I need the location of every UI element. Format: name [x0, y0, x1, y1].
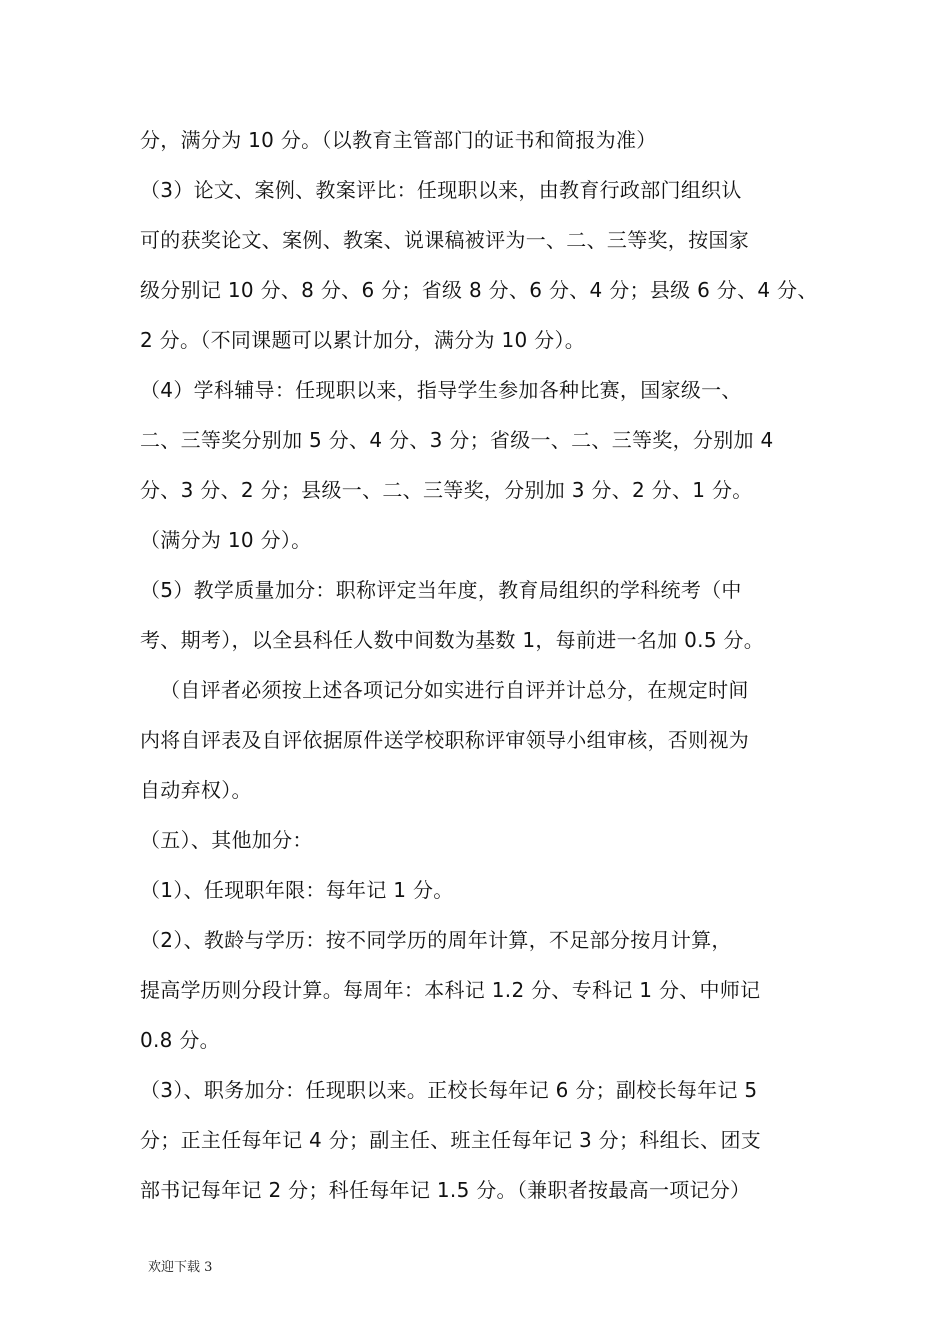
text-line: （5）教学质量加分：职称评定当年度，教育局组织的学科统考（中 [140, 578, 742, 602]
text-line: 级分别记 10 分、8 分、6 分；省级 8 分、6 分、4 分；县级 6 分、4 分、 [140, 278, 818, 302]
text-line: 提高学历则分段计算。每周年：本科记 1.2 分、专科记 1 分、中师记 [140, 978, 761, 1002]
text-line: （3）、职务加分：任现职以来。正校长每年记 6 分；副校长每年记 5 [140, 1078, 758, 1102]
text-line: （五）、其他加分： [140, 828, 313, 852]
text-line: （1）、任现职年限：每年记 1 分。 [140, 878, 454, 902]
text-line: 可的获奖论文、案例、教案、说课稿被评为一、二、三等奖，按国家 [140, 228, 749, 252]
text-line: （满分为 10 分）。 [140, 528, 312, 552]
text-line: 自动弃权）。 [140, 778, 252, 802]
text-line: 分，满分为 10 分。（以教育主管部门的证书和简报为准） [140, 128, 657, 152]
text-line: （4）学科辅导：任现职以来，指导学生参加各种比赛，国家级一、 [140, 378, 742, 402]
text-line: 考、期考），以全县科任人数中间数为基数 1，每前进一名加 0.5 分。 [140, 628, 765, 652]
page-footer: 欢迎下载 3 [148, 1260, 213, 1275]
text-line: 部书记每年记 2 分；科任每年记 1.5 分。（兼职者按最高一项记分） [140, 1178, 751, 1202]
text-line: （2）、教龄与学历：按不同学历的周年计算，不足部分按月计算， [140, 928, 732, 952]
text-line: 分；正主任每年记 4 分；副主任、班主任每年记 3 分；科组长、团支 [140, 1128, 762, 1152]
text-line: 内将自评表及自评依据原件送学校职称评审领导小组审核，否则视为 [140, 728, 749, 752]
text-line: 分、3 分、2 分；县级一、二、三等奖，分别加 3 分、2 分、1 分。 [140, 478, 753, 502]
text-line: 二、三等奖分别加 5 分、4 分、3 分；省级一、二、三等奖，分别加 4 [140, 428, 774, 452]
text-line: （自评者必须按上述各项记分如实进行自评并计总分，在规定时间 [160, 678, 749, 702]
text-line: 0.8 分。 [140, 1028, 220, 1052]
text-line: （3）论文、案例、教案评比：任现职以来，由教育行政部门组织认 [140, 178, 742, 202]
text-line: 2 分。（不同课题可以累计加分，满分为 10 分）。 [140, 328, 586, 352]
